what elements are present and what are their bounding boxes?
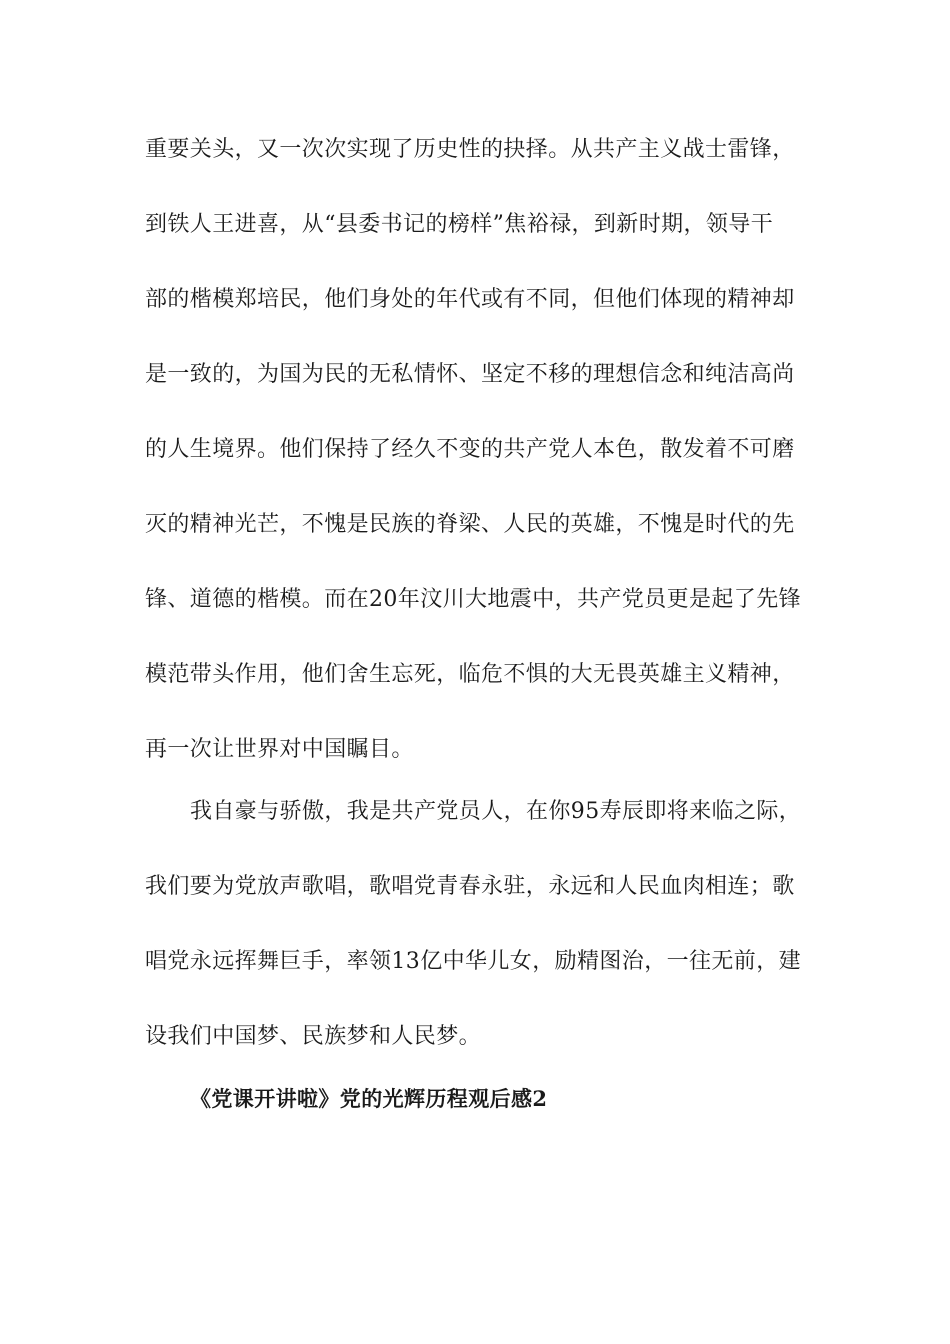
paragraph-line: 到铁人王进喜，从“县委书记的榜样”焦裕禄，到新时期，领导干	[145, 212, 774, 237]
section-heading: 《党课开讲啦》党的光辉历程观后感2	[190, 1086, 548, 1111]
paragraph-line: 锋、道德的楷模。而在20年汶川大地震中，共产党员更是起了先锋	[145, 587, 801, 612]
paragraph-line: 再一次让世界对中国瞩目。	[145, 737, 414, 762]
paragraph-line: 设我们中国梦、民族梦和人民梦。	[145, 1024, 482, 1049]
paragraph-line: 是一致的，为国为民的无私情怀、坚定不移的理想信念和纯洁高尚	[145, 362, 795, 387]
paragraph-line: 部的楷模郑培民，他们身处的年代或有不同，但他们体现的精神却	[145, 287, 795, 312]
paragraph-line: 模范带头作用，他们舍生忘死，临危不惧的大无畏英雄主义精神，	[145, 662, 795, 687]
paragraph-line: 唱党永远挥舞巨手，率领13亿中华儿女，励精图治，一往无前，建	[145, 949, 801, 974]
paragraph-line: 重要关头，又一次次实现了历史性的抉择。从共产主义战士雷锋，	[145, 137, 795, 162]
paragraph-line: 灭的精神光芒，不愧是民族的脊梁、人民的英雄，不愧是时代的先	[145, 512, 795, 537]
paragraph-line: 我自豪与骄傲，我是共产党员人，在你95寿辰即将来临之际，	[190, 799, 802, 824]
paragraph-line: 我们要为党放声歌唱，歌唱党青春永驻，永远和人民血肉相连；歌	[145, 874, 795, 899]
paragraph-line: 的人生境界。他们保持了经久不变的共产党人本色，散发着不可磨	[145, 437, 795, 462]
